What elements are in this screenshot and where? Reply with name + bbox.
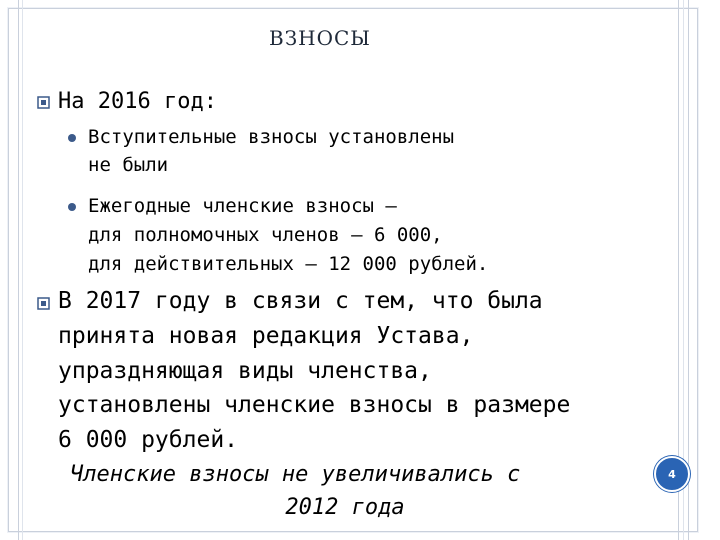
round-bullet-icon <box>68 203 76 211</box>
entrance-fees-line-1: Вступительные взносы установлены <box>88 126 455 148</box>
entrance-fees-line-2: не были <box>88 154 169 176</box>
square-bullet-icon <box>37 297 50 310</box>
year-2017-line-5: 6 000 рублей. <box>58 427 239 453</box>
right-border-line <box>688 0 689 540</box>
year-2017-line-1: В 2017 году в связи с тем, что была <box>58 288 543 314</box>
annual-fees-line-3: для действительных – 12 000 рублей. <box>88 253 489 275</box>
slide-title: ВЗНОСЫ <box>269 26 371 50</box>
note-line-2: 2012 года <box>285 495 405 520</box>
left-border-line <box>22 0 23 540</box>
year-2017-line-2: принята новая редакция Устава, <box>58 323 474 349</box>
annual-fees-line-2: для полномочных членов – 6 000, <box>88 224 443 246</box>
round-bullet-icon <box>68 134 76 142</box>
left-border-line <box>18 0 19 540</box>
year-2017-line-3: упраздняющая виды членства, <box>58 358 432 384</box>
note-line-1: Членские взносы не увеличивались с <box>70 462 521 487</box>
year-2016-header: На 2016 год: <box>58 89 217 114</box>
square-bullet-icon <box>37 96 50 109</box>
year-2017-line-4: установлены членские взносы в размере <box>58 392 571 418</box>
page-number-badge: 4 <box>654 456 690 492</box>
annual-fees-line-1: Ежегодные членские взносы – <box>88 195 397 217</box>
